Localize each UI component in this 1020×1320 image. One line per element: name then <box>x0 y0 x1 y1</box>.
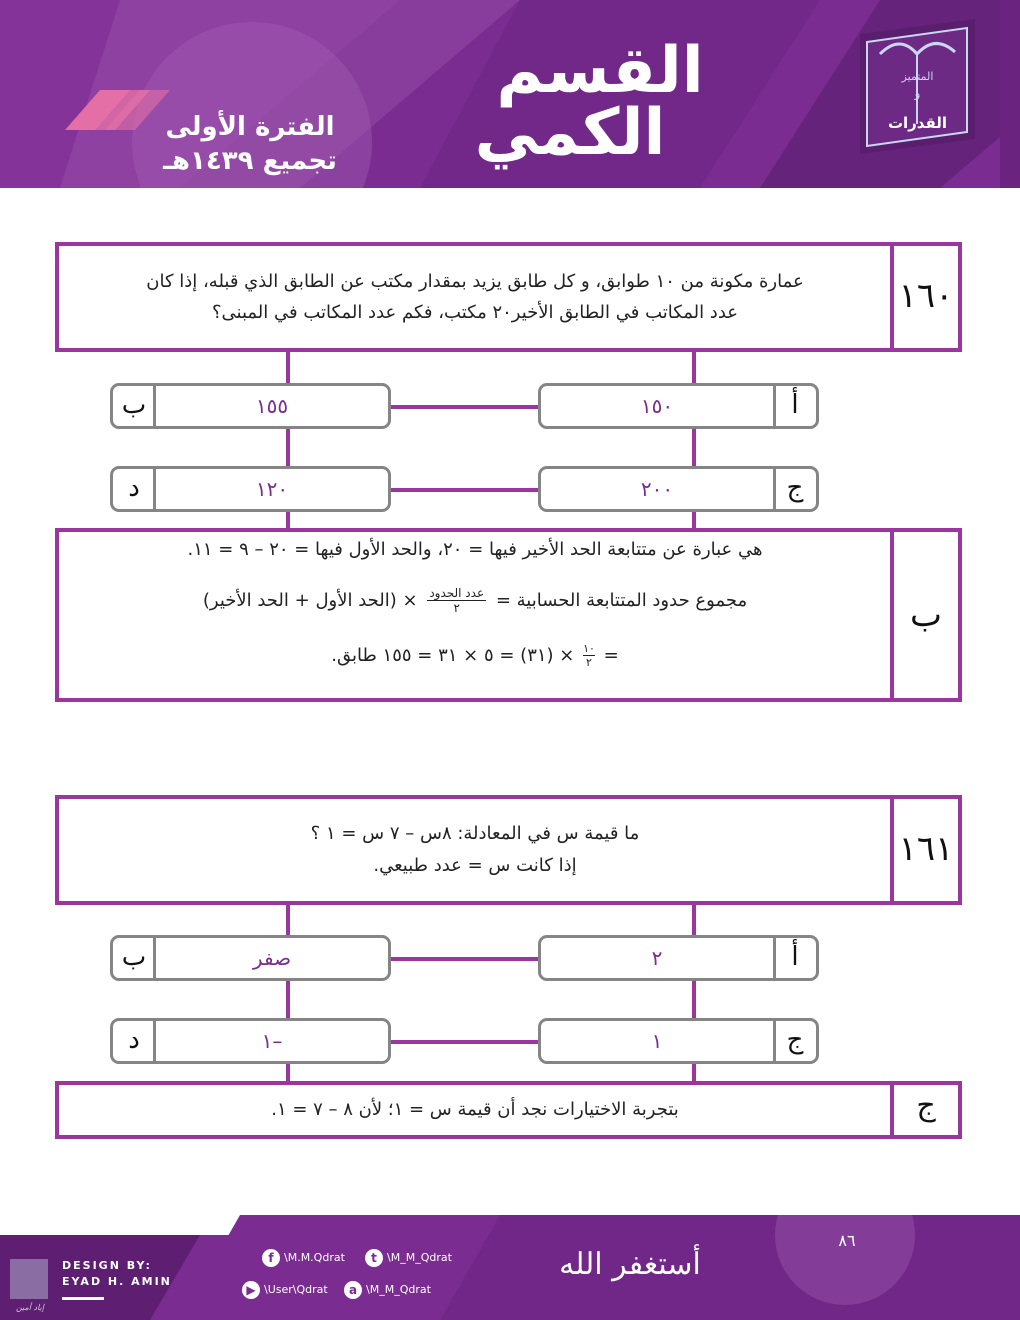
answer-letter: ب <box>909 595 942 635</box>
fraction-denominator: ٢ <box>586 656 592 669</box>
option-value: صفر <box>252 946 292 970</box>
ask-link[interactable] <box>344 1281 431 1299</box>
fraction-numerator: عدد الحدود <box>429 586 485 600</box>
formula-left: مجموع حدود المتتابعة الحسابية = <box>495 590 748 611</box>
option-value: ٢٠٠ <box>640 477 674 501</box>
option-letter: أ <box>791 942 799 972</box>
option-letter: ب <box>121 942 147 972</box>
option-value: –١ <box>261 1029 283 1053</box>
logo-text-bottom: القدرات <box>887 114 948 132</box>
solution-formula <box>62 586 888 630</box>
header-banner <box>0 0 1020 188</box>
twitter-icon: t <box>365 1249 383 1267</box>
option-value: ١ <box>651 1029 663 1053</box>
logo-text-top: المتميز <box>901 70 934 83</box>
designer-name: EYAD H. AMIN <box>62 1275 172 1288</box>
calc-fraction <box>583 642 595 669</box>
youtube-icon: ▶ <box>242 1281 260 1299</box>
question-text-line1: ما قيمة س في المعادلة: ٨س – ٧ س = ١ ؟ <box>310 823 640 844</box>
solution-line1: بتجربة الاختيارات نجد أن قيمة س = ١؛ لأن ٨ – ٧ = ١. <box>271 1099 679 1120</box>
option-letter: د <box>128 473 140 503</box>
connector-horizontal <box>388 405 542 409</box>
twitter-handle: \M_M_Qdrat <box>387 1251 452 1264</box>
solution-line1: هي عبارة عن متتابعة الحد الأخير فيها = ٢٠، والحد الأول فيها = ٢٠ – ٩ = ١١. <box>187 539 763 560</box>
option-letter: د <box>128 1025 140 1055</box>
facebook-icon: f <box>262 1249 280 1267</box>
calc-prefix: = <box>603 645 619 666</box>
option-b[interactable] <box>110 935 391 981</box>
question-text-line2: إذا كانت س = عدد طبيعي. <box>373 855 577 876</box>
option-b[interactable] <box>110 383 391 429</box>
solution-calculation <box>62 642 888 686</box>
option-d[interactable] <box>110 1018 391 1064</box>
facebook-link[interactable] <box>262 1249 345 1267</box>
qudrat-logo <box>855 14 980 154</box>
question-number: ١٦١ <box>898 829 954 869</box>
header-period: الفترة الأولى <box>165 112 335 142</box>
header-title-line2: الكمي <box>474 96 666 170</box>
header-compilation: تجميع ١٤٣٩هـ <box>163 146 337 176</box>
option-d[interactable] <box>110 466 391 512</box>
question-text-line2: عدد المكاتب في الطابق الأخير٢٠ مكتب، فكم عدد المكاتب في المبنى؟ <box>211 302 739 323</box>
option-separator <box>773 386 776 426</box>
option-a[interactable] <box>538 383 819 429</box>
calc-rest: × (٣١) = ٥ × ٣١ = ١٥٥ طابق. <box>331 645 575 666</box>
ask-handle: \M_M_Qdrat <box>366 1283 431 1296</box>
option-separator <box>773 938 776 978</box>
option-value: ١٢٠ <box>255 477 289 501</box>
page-number: ٨٦ <box>838 1231 856 1250</box>
option-letter: ج <box>786 1025 804 1055</box>
youtube-handle: \User\Qdrat <box>264 1283 328 1296</box>
option-a[interactable] <box>538 935 819 981</box>
option-value: ١٥٥ <box>255 394 289 418</box>
ask-icon: a <box>344 1281 362 1299</box>
footer-banner <box>0 1215 1020 1320</box>
formula-fraction <box>427 586 486 615</box>
connector-horizontal <box>388 488 542 492</box>
option-separator <box>773 1021 776 1061</box>
twitter-link[interactable] <box>365 1249 452 1267</box>
question-text-line1: عمارة مكونة من ١٠ طوابق، و كل طابق يزيد بمقدار مكتب عن الطابق الذي قبله، إذا كان <box>146 271 804 292</box>
design-by-label: DESIGN BY: <box>62 1259 152 1272</box>
option-letter: ب <box>121 390 147 420</box>
connector-horizontal <box>388 1040 542 1044</box>
logo-text-mid: و <box>914 86 921 100</box>
connector-horizontal <box>388 957 542 961</box>
fraction-denominator: ٢ <box>453 601 460 615</box>
option-c[interactable] <box>538 1018 819 1064</box>
signature-logo <box>10 1259 48 1299</box>
designer-underline <box>62 1297 104 1300</box>
option-letter: أ <box>791 390 799 420</box>
signature-text: إياد أمين <box>15 1303 44 1312</box>
youtube-link[interactable] <box>242 1281 328 1299</box>
answer-letter: ج <box>916 1088 936 1123</box>
formula-right: × (الحد الأول + الحد الأخير) <box>202 590 418 611</box>
option-value: ٢ <box>651 946 663 970</box>
book-logo-icon <box>855 14 980 154</box>
header-title-line1: القسم <box>496 34 704 108</box>
calligraphy-text: أستغفر الله <box>559 1247 701 1282</box>
option-value: ١٥٠ <box>640 394 674 418</box>
question-number: ١٦٠ <box>898 276 954 316</box>
option-letter: ج <box>786 473 804 503</box>
fraction-numerator: ١٠ <box>583 642 595 655</box>
option-c[interactable] <box>538 466 819 512</box>
facebook-handle: \M.M.Qdrat <box>284 1251 345 1264</box>
option-separator <box>773 469 776 509</box>
